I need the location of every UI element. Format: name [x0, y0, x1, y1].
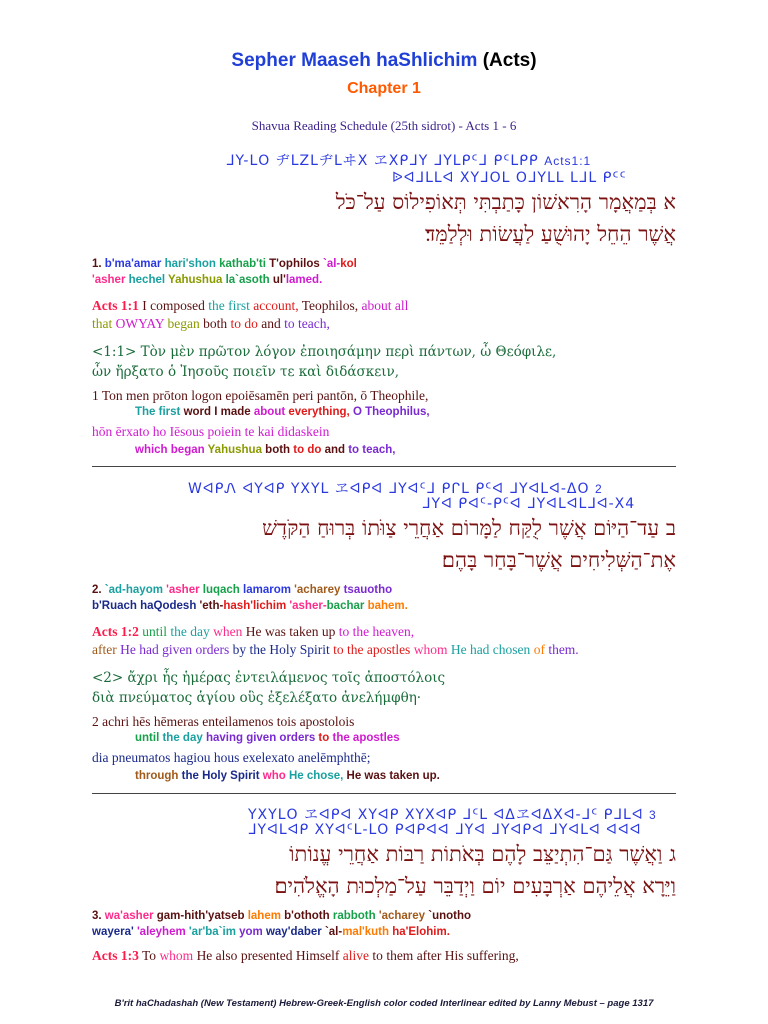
v1-translit-line2: 'asher hechel Yahushua la`asoth ul'lamed. [92, 274, 323, 286]
v2-hebrew-line1: ב עַד־הַיּוֹם אֲשֶׁר לֻקַּח לַמָּרוֹם אַחֲרֵי צַוֹּתוֹ בְּרוּחַ הַקֹּדֶשׁ [262, 516, 676, 540]
v3-english-line1: Acts 1:3 To whom He also presented Himself alive to them after His suffering, [92, 948, 519, 963]
v2-greek-translit-line2: dia pneumatos hagiou hous exelexato anelēmphthē; [92, 750, 371, 765]
v1-hebrew-line2: אֲשֶׁר הֵחֵל יָהוּשֻׁעַ לַעֲשׂוֹת וּלְלַמֵּד׃ [425, 222, 676, 246]
v2-greek-interlinear-line1: until the day having given orders to the apostles [135, 732, 400, 744]
v1-english-line1: Acts 1:1 I composed the first account, Teophilos, about all [92, 298, 409, 313]
v1-paleo-ref: Acts1:1 [544, 154, 592, 168]
chapter-heading: Chapter 1 [347, 80, 421, 97]
v2-paleo-ref: 2 [594, 482, 603, 496]
v2-greek-line1: <2> ἄχρι ἧς ἡμέρας ἐντειλάμενος τοῖς ἀποστόλοις [92, 670, 446, 686]
verse-divider [92, 793, 676, 794]
v2-english-line1: Acts 1:2 until the day when He was taken up to the heaven, [92, 624, 415, 639]
v1-translit-line1: 1. b'ma'amar hari'shon kathab'ti T'ophilos `al-kol [92, 258, 357, 270]
v2-greek-interlinear-line2: through the Holy Spirit who He chose, He was taken up. [135, 770, 440, 782]
reading-schedule: Shavua Reading Schedule (25th sidrot) - Acts 1 - 6 [251, 118, 517, 133]
v3-paleo-ref: 3 [649, 808, 657, 822]
v1-greek-interlinear-line2: which began Yahushua both to do and to teach, [135, 444, 396, 456]
book-title [0, 50, 768, 72]
v3-paleo-line1: YXYᒪO ヱᐊᑭᐊ XYᐊᑭ XYXᐊᑭ ᒧᑦᒪ ᐊᐃヱᐊᐃXᐊ-ᒧᑦ ᑭᒧᒪᐊ 3 [248, 807, 657, 823]
v2-translit-line1: 2. `ad-hayom 'asher luqach lamarom 'acharey tsauotho [92, 584, 393, 596]
v3-translit-line1: 3. wa'asher gam-hith'yatseb lahem b'othoth rabboth 'acharey `unotho [92, 910, 472, 922]
v1-english-line2: that OWYAY began both to do and to teach, [92, 316, 330, 331]
v1-paleo-line1: ᒧY-ᒪO ヂᒪZᒪヂᒪヰX ヱXᑭᒧY ᒧYᒪᑭᑦᒧ ᑭᑦᒪᑭᑭ Acts1:1 [226, 153, 592, 169]
v1-greek-line1: <1:1> Τὸν μὲν πρῶτον λόγον ἐποιησάμην περὶ πάντων, ὦ Θεόφιλε, [92, 344, 557, 360]
v1-hebrew-line1: א בְּמַאֲמָר הָרִאשׁוֹן כָּתַבְתִּי תְּאוֹפִילוֹס עַל־כֹּל [335, 190, 676, 214]
v1-greek-line2: ὧν ἤρξατο ὁ Ἰησοῦς ποιεῖν τε καὶ διδάσκειν, [92, 364, 399, 380]
v2-translit-line2: b'Ruach haQodesh 'eth-hash'lichim 'asher-bachar bahem. [92, 600, 408, 612]
v3-paleo-line2: ᒧYᐊᒪᐊᑭ XYᐊᑦᒪ-ᒪO ᑭᐊᑭᐊᐊ ᒧYᐊ ᒧYᐊᑭᐊ ᒧYᐊᒪᐊ ᐊᐊᐊ [248, 822, 642, 838]
v2-paleo-line2: ᒧYᐊ ᑭᐊᑦ-ᑭᑦᐊ ᒧYᐊᒪᐊᒪᒧᐊ-X4 [422, 496, 636, 512]
v3-hebrew-line1: ג וַאֲשֶׁר גַּם־הִתְיַצֵּב לָהֶם בְּאֹתוֹת רַבּוֹת אַחֲרֵי עֱנוֹתוֹ [289, 842, 676, 866]
v1-paleo-line2: ᐉᐊᒧᒪᒪᐊ XYᒧOᒪ OᒧYᒪᒪ ᒪᒧᒪ ᑭᑦᑦ [392, 170, 627, 186]
v2-greek-translit-line1: 2 achri hēs hēmeras enteilamenos tois apostolois [92, 714, 355, 729]
v1-greek-translit-line1: 1 Ton men prōton logon epoiēsamēn peri pantōn, ō Theophile, [92, 388, 429, 403]
book-title-paren: (Acts) [482, 50, 537, 71]
v3-hebrew-line2: וַיֵּרָא אֲלֵיהֶם אַרְבָּעִים יוֹם וַיְדַבֵּר עַל־מַלְכוּת הָאֱלֹהִים׃ [274, 874, 676, 898]
book-title-main: Sepher Maaseh haShlichim [231, 50, 478, 71]
v2-greek-line2: διὰ πνεύματος ἁγίου οὓς ἐξελέξατο ἀνελήμφθη· [92, 690, 422, 706]
v2-paleo-line1: WᐊᑭᏁ ᐊYᐊᑭ YXYᒪ ヱᐊᑭᐊ ᒧYᐊᑦᒧ ᑭᒋᒪ ᑭᑦᐊ ᒧYᐊᒪᐊ-ᐃO 2 [188, 481, 603, 497]
v1-greek-interlinear-line1: The first word I made about everything, O Theophilus, [135, 406, 430, 418]
v1-greek-translit-line2: hōn ērxato ho Iēsous poiein te kai didaskein [92, 424, 330, 439]
v2-hebrew-line2: אֶת־הַשְּׁלִיחִים אֲשֶׁר־בָּחַר בָּהֶם׃ [441, 548, 676, 572]
page-footer: B'rit haChadashah (New Testament) Hebrew-Greek-English color coded Interlinear edited by Lanny Mebust – page 1317 [114, 998, 654, 1009]
v3-translit-line2: wayera' 'aleyhem 'ar'ba`im yom way'daber `al-mal'kuth ha'Elohim. [92, 926, 450, 938]
v2-english-line2: after He had given orders by the Holy Spirit to the apostles whom He had chosen of them. [92, 642, 579, 657]
verse-divider [92, 466, 676, 467]
